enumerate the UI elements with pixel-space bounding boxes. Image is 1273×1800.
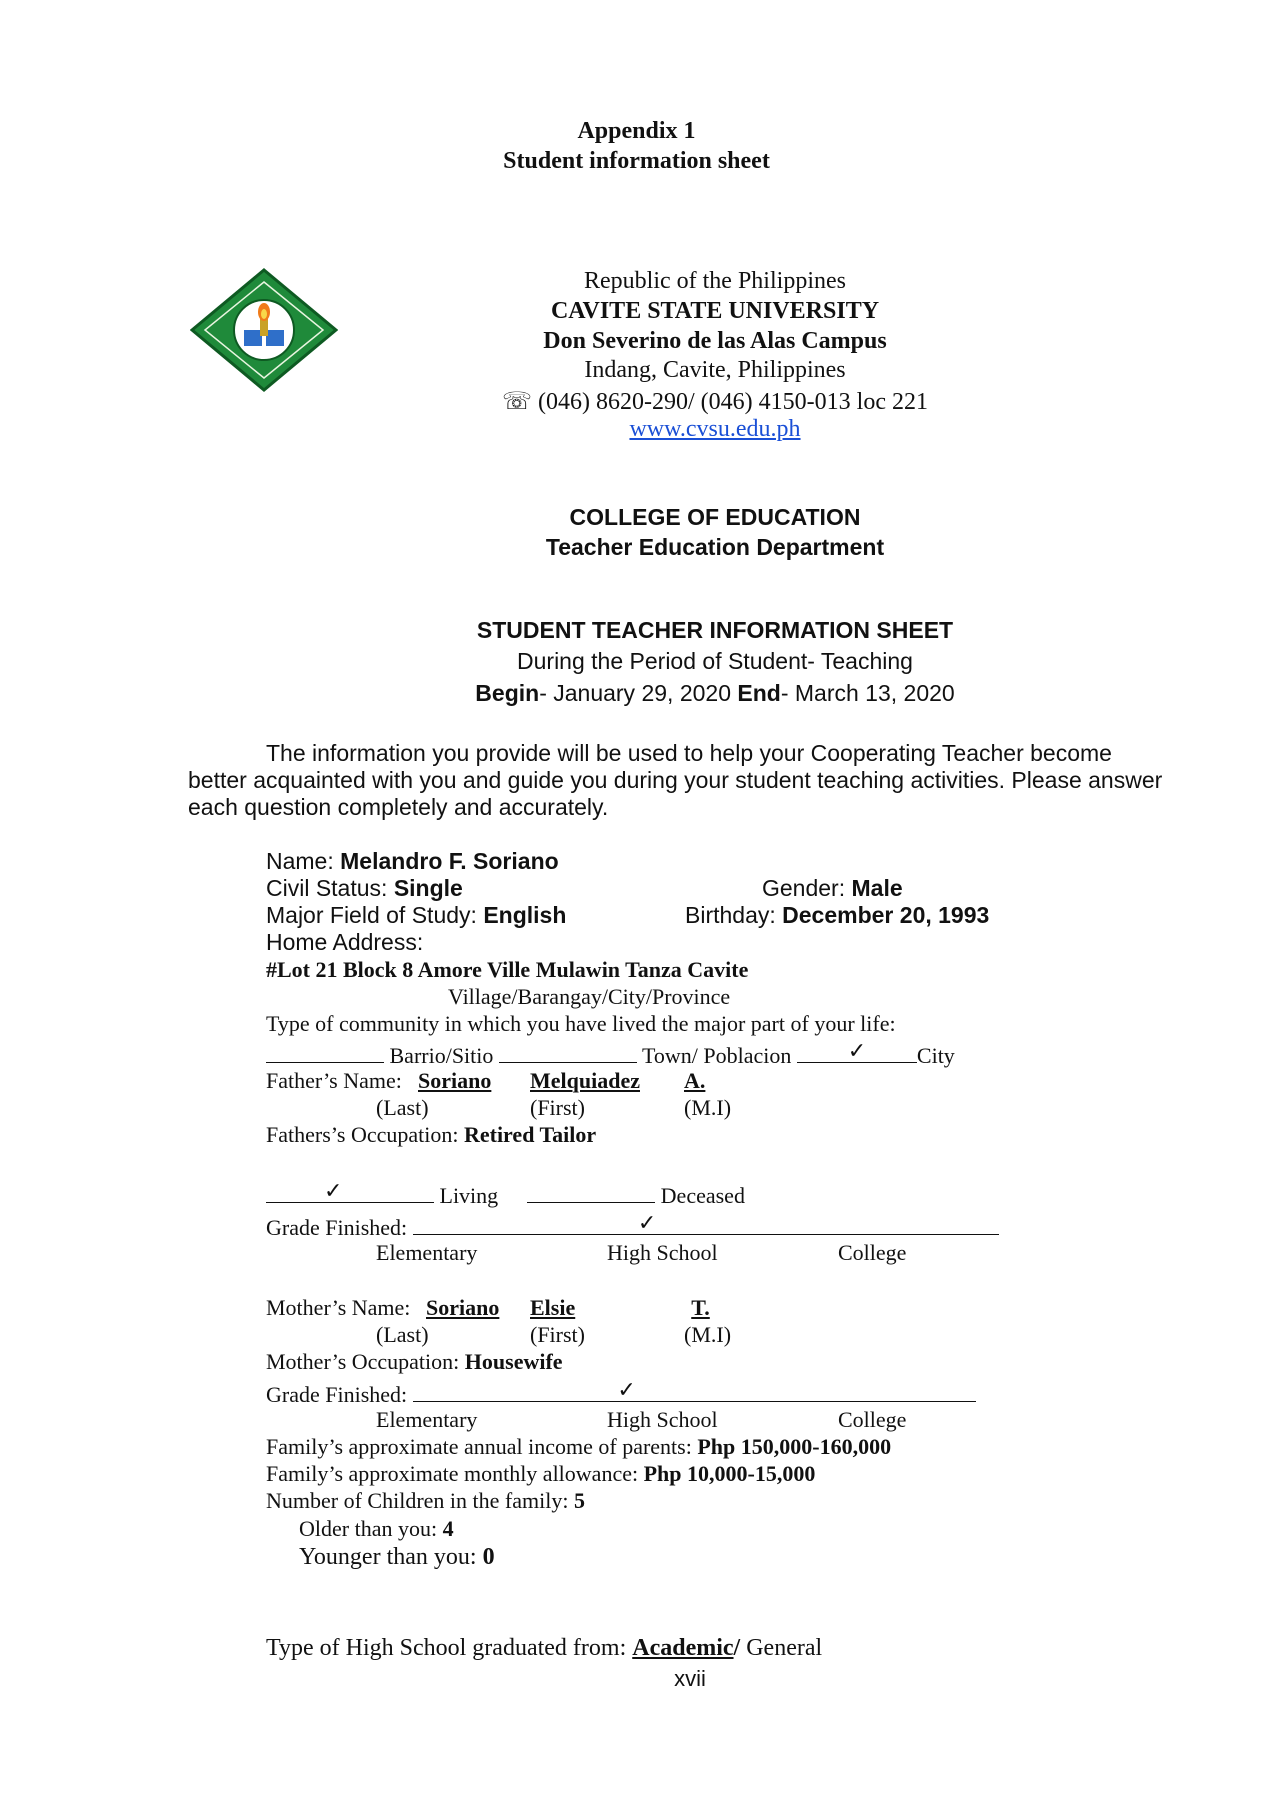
mother-occupation-value: Housewife [464,1349,563,1374]
appendix-subtitle: Student information sheet [503,148,770,174]
father-mi-caption: (M.I) [684,1095,732,1120]
mother-middle-initial: T. [691,1295,710,1320]
city-option: City [916,1043,955,1068]
end-label: End [737,680,781,706]
sheet-period: During the Period of Student- Teaching [517,648,913,674]
major-value: English [483,902,567,928]
end-value: - March 13, 2020 [780,680,955,706]
father-grade-label: Grade Finished: [266,1215,413,1240]
mother-first-caption: (First) [530,1322,585,1347]
mother-grade-row [266,1379,976,1408]
income-label: Family’s approximate annual income of parents: [266,1434,698,1459]
telephone-icon: ☏ [502,389,533,415]
phone-line [460,387,970,416]
younger-siblings-row [299,1544,495,1571]
father-occupation-row [266,1122,596,1148]
mother-grade-check-icon: ✓ [617,1377,636,1402]
father-college-caption: College [838,1240,907,1265]
income-value: Php 150,000-160,000 [697,1434,892,1459]
father-grade-check-icon: ✓ [637,1210,657,1235]
birthday-label: Birthday: [685,902,783,928]
mother-college-caption: College [838,1407,907,1432]
father-last-caption: (Last) [376,1095,429,1120]
father-first-caption: (First) [530,1095,585,1120]
page-number: xvii [674,1666,706,1691]
children-label: Number of Children in the family: [266,1488,574,1513]
highschool-selected: Academic [632,1635,734,1661]
family-income-row [266,1434,891,1460]
birthday-row [685,902,989,929]
website-line [460,416,970,443]
community-options-row [266,1040,955,1069]
highschool-separator: / [733,1635,747,1661]
barrio-blank[interactable] [266,1040,384,1063]
living-blank[interactable] [266,1180,434,1203]
town-option: Town/ Poblacion [642,1043,792,1068]
civil-label: Civil Status: [266,875,394,901]
mother-last-caption: (Last) [376,1322,429,1347]
community-question: Type of community in which you have lived the major part of your life: [266,1011,896,1036]
intro-line-1: The information you provide will be used to help your Cooperating Teacher become [266,740,1112,766]
father-highschool-caption: High School [607,1240,718,1265]
father-name-label: Father’s Name: [266,1068,402,1093]
allowance-value: Php 10,000-15,000 [643,1461,816,1486]
mother-occupation-row [266,1349,563,1375]
highschool-type-row [266,1635,822,1662]
barrio-option: Barrio/Sitio [389,1043,494,1068]
father-last-name: Soriano [418,1068,492,1093]
gender-value: Male [851,875,903,901]
father-status-row [266,1180,745,1209]
father-occupation-value: Retired Tailor [463,1122,597,1147]
children-value: 5 [573,1488,585,1513]
family-allowance-row [266,1461,815,1487]
gender-row [762,875,903,902]
living-option: Living [439,1183,499,1208]
website-link[interactable]: www.cvsu.edu.ph [629,416,801,442]
older-siblings-row [299,1516,454,1542]
university-seal-icon [190,268,338,392]
younger-label: Younger than you: [299,1544,483,1570]
address-caption: Village/Barangay/City/Province [448,984,731,1009]
allowance-label: Family’s approximate monthly allowance: [266,1461,644,1486]
home-address-label: Home Address: [266,929,424,955]
republic-line: Republic of the Philippines [584,268,846,294]
birthday-value: December 20, 1993 [782,902,990,928]
father-occupation-label: Fathers’s Occupation: [266,1122,464,1147]
mother-mi-caption: (M.I) [684,1322,732,1347]
mother-first-name [530,1295,720,1321]
father-elementary-caption: Elementary [376,1240,478,1265]
highschool-other: General [746,1635,823,1661]
begin-label: Begin [475,680,540,706]
living-check-icon: ✓ [323,1178,343,1203]
name-value: Melandro F. Soriano [340,848,559,874]
department-name: Teacher Education Department [545,534,885,560]
student-name-row [266,848,559,875]
older-label: Older than you: [299,1516,443,1541]
name-label: Name: [266,848,341,874]
campus-location: Indang, Cavite, Philippines [584,357,846,383]
highschool-label: Type of High School graduated from: [266,1635,633,1661]
sheet-dates [460,680,970,707]
major-row [266,902,566,929]
deceased-blank[interactable] [527,1180,655,1203]
mother-grade-blank[interactable] [413,1379,976,1402]
home-address-value: #Lot 21 Block 8 Amore Ville Mulawin Tanza Cavite [266,957,749,982]
major-label: Major Field of Study: [266,902,484,928]
deceased-option: Deceased [660,1183,745,1208]
town-blank[interactable] [499,1040,637,1063]
father-grade-row [266,1212,999,1241]
gender-label: Gender: [762,875,852,901]
check-mark-icon: ✓ [847,1038,867,1063]
mother-grade-label: Grade Finished: [266,1382,413,1407]
father-middle-initial: A. [684,1068,706,1093]
father-first-name-text: Melquiadez [530,1068,640,1093]
begin-value: - January 29, 2020 [539,680,738,706]
mother-highschool-caption: High School [607,1407,718,1432]
intro-line-2: better acquainted with you and guide you during your student teaching activities. Please answer [188,767,1163,793]
older-value: 4 [442,1516,454,1541]
college-name: COLLEGE OF EDUCATION [569,504,861,530]
campus-name: Don Severino de las Alas Campus [543,328,887,354]
mother-elementary-caption: Elementary [376,1407,478,1432]
mother-name-row [266,1295,410,1321]
father-grade-blank[interactable] [413,1212,999,1235]
sheet-title: STUDENT TEACHER INFORMATION SHEET [476,617,954,643]
father-first-name [530,1068,720,1094]
appendix-title: Appendix 1 [577,118,696,144]
mother-name-label: Mother’s Name: [266,1295,411,1320]
mother-last-name: Soriano [426,1295,500,1320]
phone-numbers: (046) 8620-290/ (046) 4150-013 loc 221 [538,389,928,415]
civil-status-row [266,875,463,902]
younger-value: 0 [482,1544,495,1570]
city-blank[interactable] [797,1040,917,1063]
civil-value: Single [393,875,463,901]
father-name-row [266,1068,402,1094]
mother-occupation-label: Mother’s Occupation: [266,1349,465,1374]
intro-line-3: each question completely and accurately. [188,794,609,820]
children-count-row [266,1488,585,1514]
university-name: CAVITE STATE UNIVERSITY [550,298,880,324]
mother-first-name-text: Elsie [530,1295,576,1320]
